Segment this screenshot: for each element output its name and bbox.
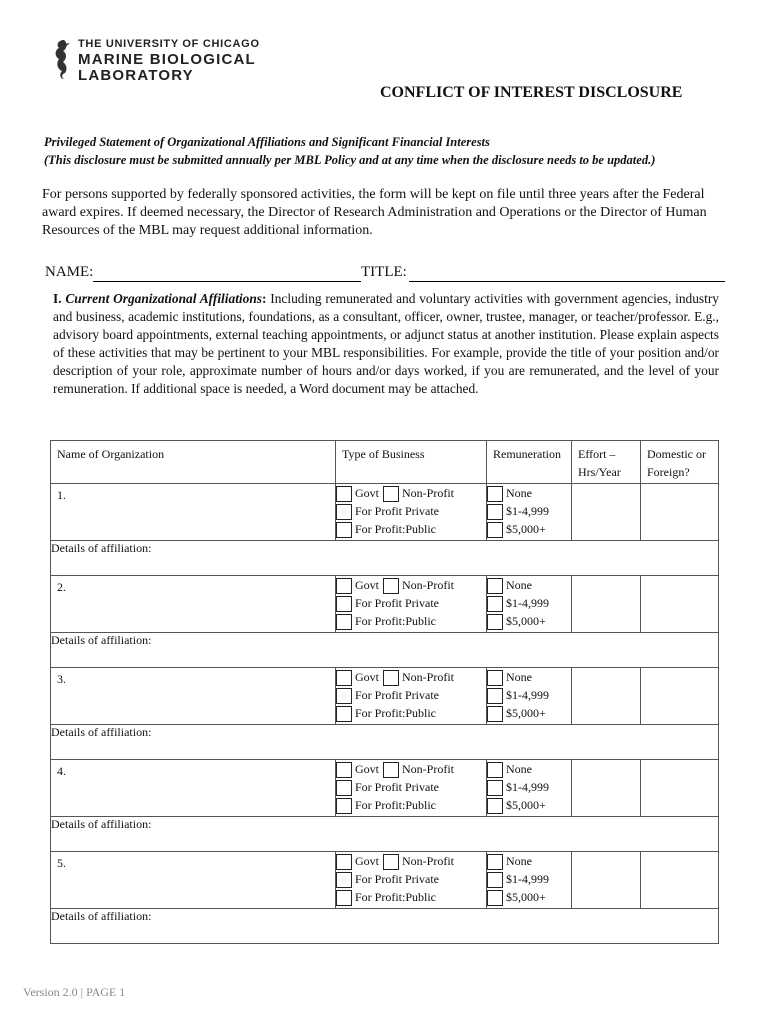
rem-1-4999-checkbox[interactable]: [487, 688, 503, 704]
page-title: CONFLICT OF INTEREST DISCLOSURE: [380, 84, 683, 101]
header-type-of-business: Type of Business: [336, 441, 487, 484]
non-profit-checkbox[interactable]: [383, 670, 399, 686]
section-colon: :: [262, 291, 267, 306]
type-of-business-cell: [336, 760, 487, 817]
rem-5000-plus-checkbox[interactable]: [487, 706, 503, 722]
rem-none-checkbox[interactable]: [487, 670, 503, 686]
for-profit-public-checkbox[interactable]: [336, 614, 352, 630]
non-profit-label: Non-Profit: [402, 670, 454, 684]
for-profit-public-label: For Profit:Public: [355, 798, 437, 812]
details-of-affiliation-field[interactable]: [51, 909, 719, 944]
govt-checkbox[interactable]: [336, 486, 352, 502]
remuneration-cell: [487, 852, 572, 909]
page-footer: Version 2.0 | PAGE 1: [23, 985, 126, 999]
rem-none-label: None: [506, 762, 532, 776]
row-number: 2.: [57, 580, 66, 594]
govt-label: Govt: [355, 486, 379, 500]
section-1-description: [53, 290, 719, 398]
rem-none-checkbox[interactable]: [487, 578, 503, 594]
rem-1-4999-label: $1-4,999: [506, 504, 549, 518]
type-of-business-cell: [336, 576, 487, 633]
header-organization: Name of Organization: [51, 441, 336, 484]
rem-1-4999-checkbox[interactable]: [487, 780, 503, 796]
type-of-business-cell: [336, 852, 487, 909]
rem-none-label: None: [506, 854, 532, 868]
details-row: [51, 633, 719, 668]
table-row: [51, 760, 719, 817]
govt-label: Govt: [355, 854, 379, 868]
domestic-foreign-cell[interactable]: [641, 852, 719, 909]
organization-name-cell[interactable]: [51, 668, 336, 725]
rem-5000-plus-label: $5,000+: [506, 614, 546, 628]
details-label: Details of affiliation:: [51, 541, 152, 555]
govt-checkbox[interactable]: [336, 762, 352, 778]
table-row: [51, 852, 719, 909]
effort-cell[interactable]: [572, 760, 641, 817]
for-profit-private-checkbox[interactable]: [336, 596, 352, 612]
rem-1-4999-checkbox[interactable]: [487, 872, 503, 888]
table-header-row: [51, 441, 719, 484]
logo-marine-biological: MARINE BIOLOGICAL: [78, 51, 256, 68]
details-row: [51, 541, 719, 576]
section-body: Including remunerated and voluntary activities with government agencies, industry and business, academic institutions, foundations, as a consultant, officer, owner, trustee, manager, or teacher/professor. E.g., advisory board appointments, external teaching appointments, or adjunct status at another institution. Please explain aspects of these activities that may be pertinent to your MBL responsibilities. For example, provide the title of your position and/or description of your role, approximate number of hours and/or days worked, if you are remunerated, and the level of your remuneration. If additional space is needed, a Word document may be attached.: [53, 291, 719, 396]
header-effort: Effort – Hrs/Year: [572, 441, 641, 484]
type-of-business-cell: [336, 668, 487, 725]
rem-1-4999-label: $1-4,999: [506, 688, 549, 702]
for-profit-public-checkbox[interactable]: [336, 522, 352, 538]
non-profit-checkbox[interactable]: [383, 486, 399, 502]
type-of-business-cell: [336, 484, 487, 541]
organization-name-cell[interactable]: [51, 852, 336, 909]
row-number: 4.: [57, 764, 66, 778]
seahorse-icon: [50, 38, 74, 82]
table-row: [51, 668, 719, 725]
govt-label: Govt: [355, 670, 379, 684]
intro-paragraph: For persons supported by federally sponsored activities, the form will be kept on file until three years after the Federal award expires. If deemed necessary, the Director of Research Administration and Operations or the Director of Human Resources of the MBL may request additional information.: [42, 187, 707, 238]
remuneration-cell: [487, 576, 572, 633]
effort-cell[interactable]: [572, 576, 641, 633]
subtitle-annual: (This disclosure must be submitted annually per MBL Policy and at any time when the disclosure needs to be updated.): [44, 153, 656, 167]
rem-1-4999-checkbox[interactable]: [487, 596, 503, 612]
rem-5000-plus-checkbox[interactable]: [487, 798, 503, 814]
domestic-foreign-cell[interactable]: [641, 668, 719, 725]
for-profit-public-label: For Profit:Public: [355, 890, 437, 904]
rem-1-4999-label: $1-4,999: [506, 780, 549, 794]
for-profit-public-label: For Profit:Public: [355, 522, 437, 536]
rem-5000-plus-checkbox[interactable]: [487, 614, 503, 630]
for-profit-public-label: For Profit:Public: [355, 614, 437, 628]
rem-1-4999-label: $1-4,999: [506, 596, 549, 610]
details-label: Details of affiliation:: [51, 725, 152, 739]
non-profit-checkbox[interactable]: [383, 854, 399, 870]
row-number: 5.: [57, 856, 66, 870]
govt-checkbox[interactable]: [336, 854, 352, 870]
govt-label: Govt: [355, 762, 379, 776]
effort-cell[interactable]: [572, 852, 641, 909]
row-number: 3.: [57, 672, 66, 686]
remuneration-cell: [487, 668, 572, 725]
organization-name-cell[interactable]: [51, 576, 336, 633]
rem-5000-plus-label: $5,000+: [506, 522, 546, 536]
govt-label: Govt: [355, 578, 379, 592]
title-field[interactable]: [409, 281, 725, 282]
rem-5000-plus-label: $5,000+: [506, 798, 546, 812]
table-row: [51, 484, 719, 541]
subtitle-privileged: Privileged Statement of Organizational Affiliations and Significant Financial Interests: [44, 135, 490, 149]
row-number: 1.: [57, 488, 66, 502]
details-row: [51, 909, 719, 944]
effort-cell[interactable]: [572, 484, 641, 541]
name-title-row: [45, 264, 730, 284]
section-heading: Current Organizational Affiliations: [65, 291, 262, 306]
for-profit-private-checkbox[interactable]: [336, 780, 352, 796]
for-profit-private-label: For Profit Private: [355, 872, 439, 886]
rem-none-checkbox[interactable]: [487, 762, 503, 778]
for-profit-public-checkbox[interactable]: [336, 798, 352, 814]
affiliations-table: [50, 440, 719, 944]
details-label: Details of affiliation:: [51, 633, 152, 647]
rem-none-checkbox[interactable]: [487, 854, 503, 870]
domestic-foreign-cell[interactable]: [641, 760, 719, 817]
domestic-foreign-cell[interactable]: [641, 576, 719, 633]
section-number: I.: [53, 291, 62, 306]
details-row: [51, 817, 719, 852]
details-row: [51, 725, 719, 760]
details-label: Details of affiliation:: [51, 909, 152, 923]
header-remuneration: Remuneration: [487, 441, 572, 484]
govt-checkbox[interactable]: [336, 670, 352, 686]
for-profit-public-checkbox[interactable]: [336, 890, 352, 906]
details-of-affiliation-field[interactable]: [51, 633, 719, 668]
govt-checkbox[interactable]: [336, 578, 352, 594]
rem-none-label: None: [506, 578, 532, 592]
for-profit-private-checkbox[interactable]: [336, 504, 352, 520]
logo-university: THE UNIVERSITY OF CHICAGO: [78, 38, 260, 50]
rem-1-4999-label: $1-4,999: [506, 872, 549, 886]
non-profit-checkbox[interactable]: [383, 762, 399, 778]
title-label: TITLE:: [361, 264, 407, 280]
table-row: [51, 576, 719, 633]
for-profit-private-label: For Profit Private: [355, 596, 439, 610]
rem-1-4999-checkbox[interactable]: [487, 504, 503, 520]
for-profit-public-label: For Profit:Public: [355, 706, 437, 720]
non-profit-checkbox[interactable]: [383, 578, 399, 594]
non-profit-label: Non-Profit: [402, 486, 454, 500]
for-profit-public-checkbox[interactable]: [336, 706, 352, 722]
for-profit-private-checkbox[interactable]: [336, 688, 352, 704]
rem-none-label: None: [506, 670, 532, 684]
name-label: NAME:: [45, 264, 94, 280]
rem-5000-plus-label: $5,000+: [506, 706, 546, 720]
header-domestic-foreign: Domestic or Foreign?: [641, 441, 719, 484]
name-field[interactable]: [93, 281, 361, 282]
rem-none-label: None: [506, 486, 532, 500]
details-label: Details of affiliation:: [51, 817, 152, 831]
remuneration-cell: [487, 484, 572, 541]
organization-name-cell[interactable]: [51, 760, 336, 817]
non-profit-label: Non-Profit: [402, 578, 454, 592]
effort-cell[interactable]: [572, 668, 641, 725]
for-profit-private-label: For Profit Private: [355, 688, 439, 702]
remuneration-cell: [487, 760, 572, 817]
non-profit-label: Non-Profit: [402, 854, 454, 868]
organization-name-cell[interactable]: [51, 484, 336, 541]
rem-5000-plus-label: $5,000+: [506, 890, 546, 904]
rem-5000-plus-checkbox[interactable]: [487, 522, 503, 538]
for-profit-private-label: For Profit Private: [355, 504, 439, 518]
details-of-affiliation-field[interactable]: [51, 541, 719, 576]
logo-laboratory: LABORATORY: [78, 67, 194, 84]
for-profit-private-checkbox[interactable]: [336, 872, 352, 888]
rem-5000-plus-checkbox[interactable]: [487, 890, 503, 906]
non-profit-label: Non-Profit: [402, 762, 454, 776]
for-profit-private-label: For Profit Private: [355, 780, 439, 794]
domestic-foreign-cell[interactable]: [641, 484, 719, 541]
rem-none-checkbox[interactable]: [487, 486, 503, 502]
details-of-affiliation-field[interactable]: [51, 725, 719, 760]
details-of-affiliation-field[interactable]: [51, 817, 719, 852]
